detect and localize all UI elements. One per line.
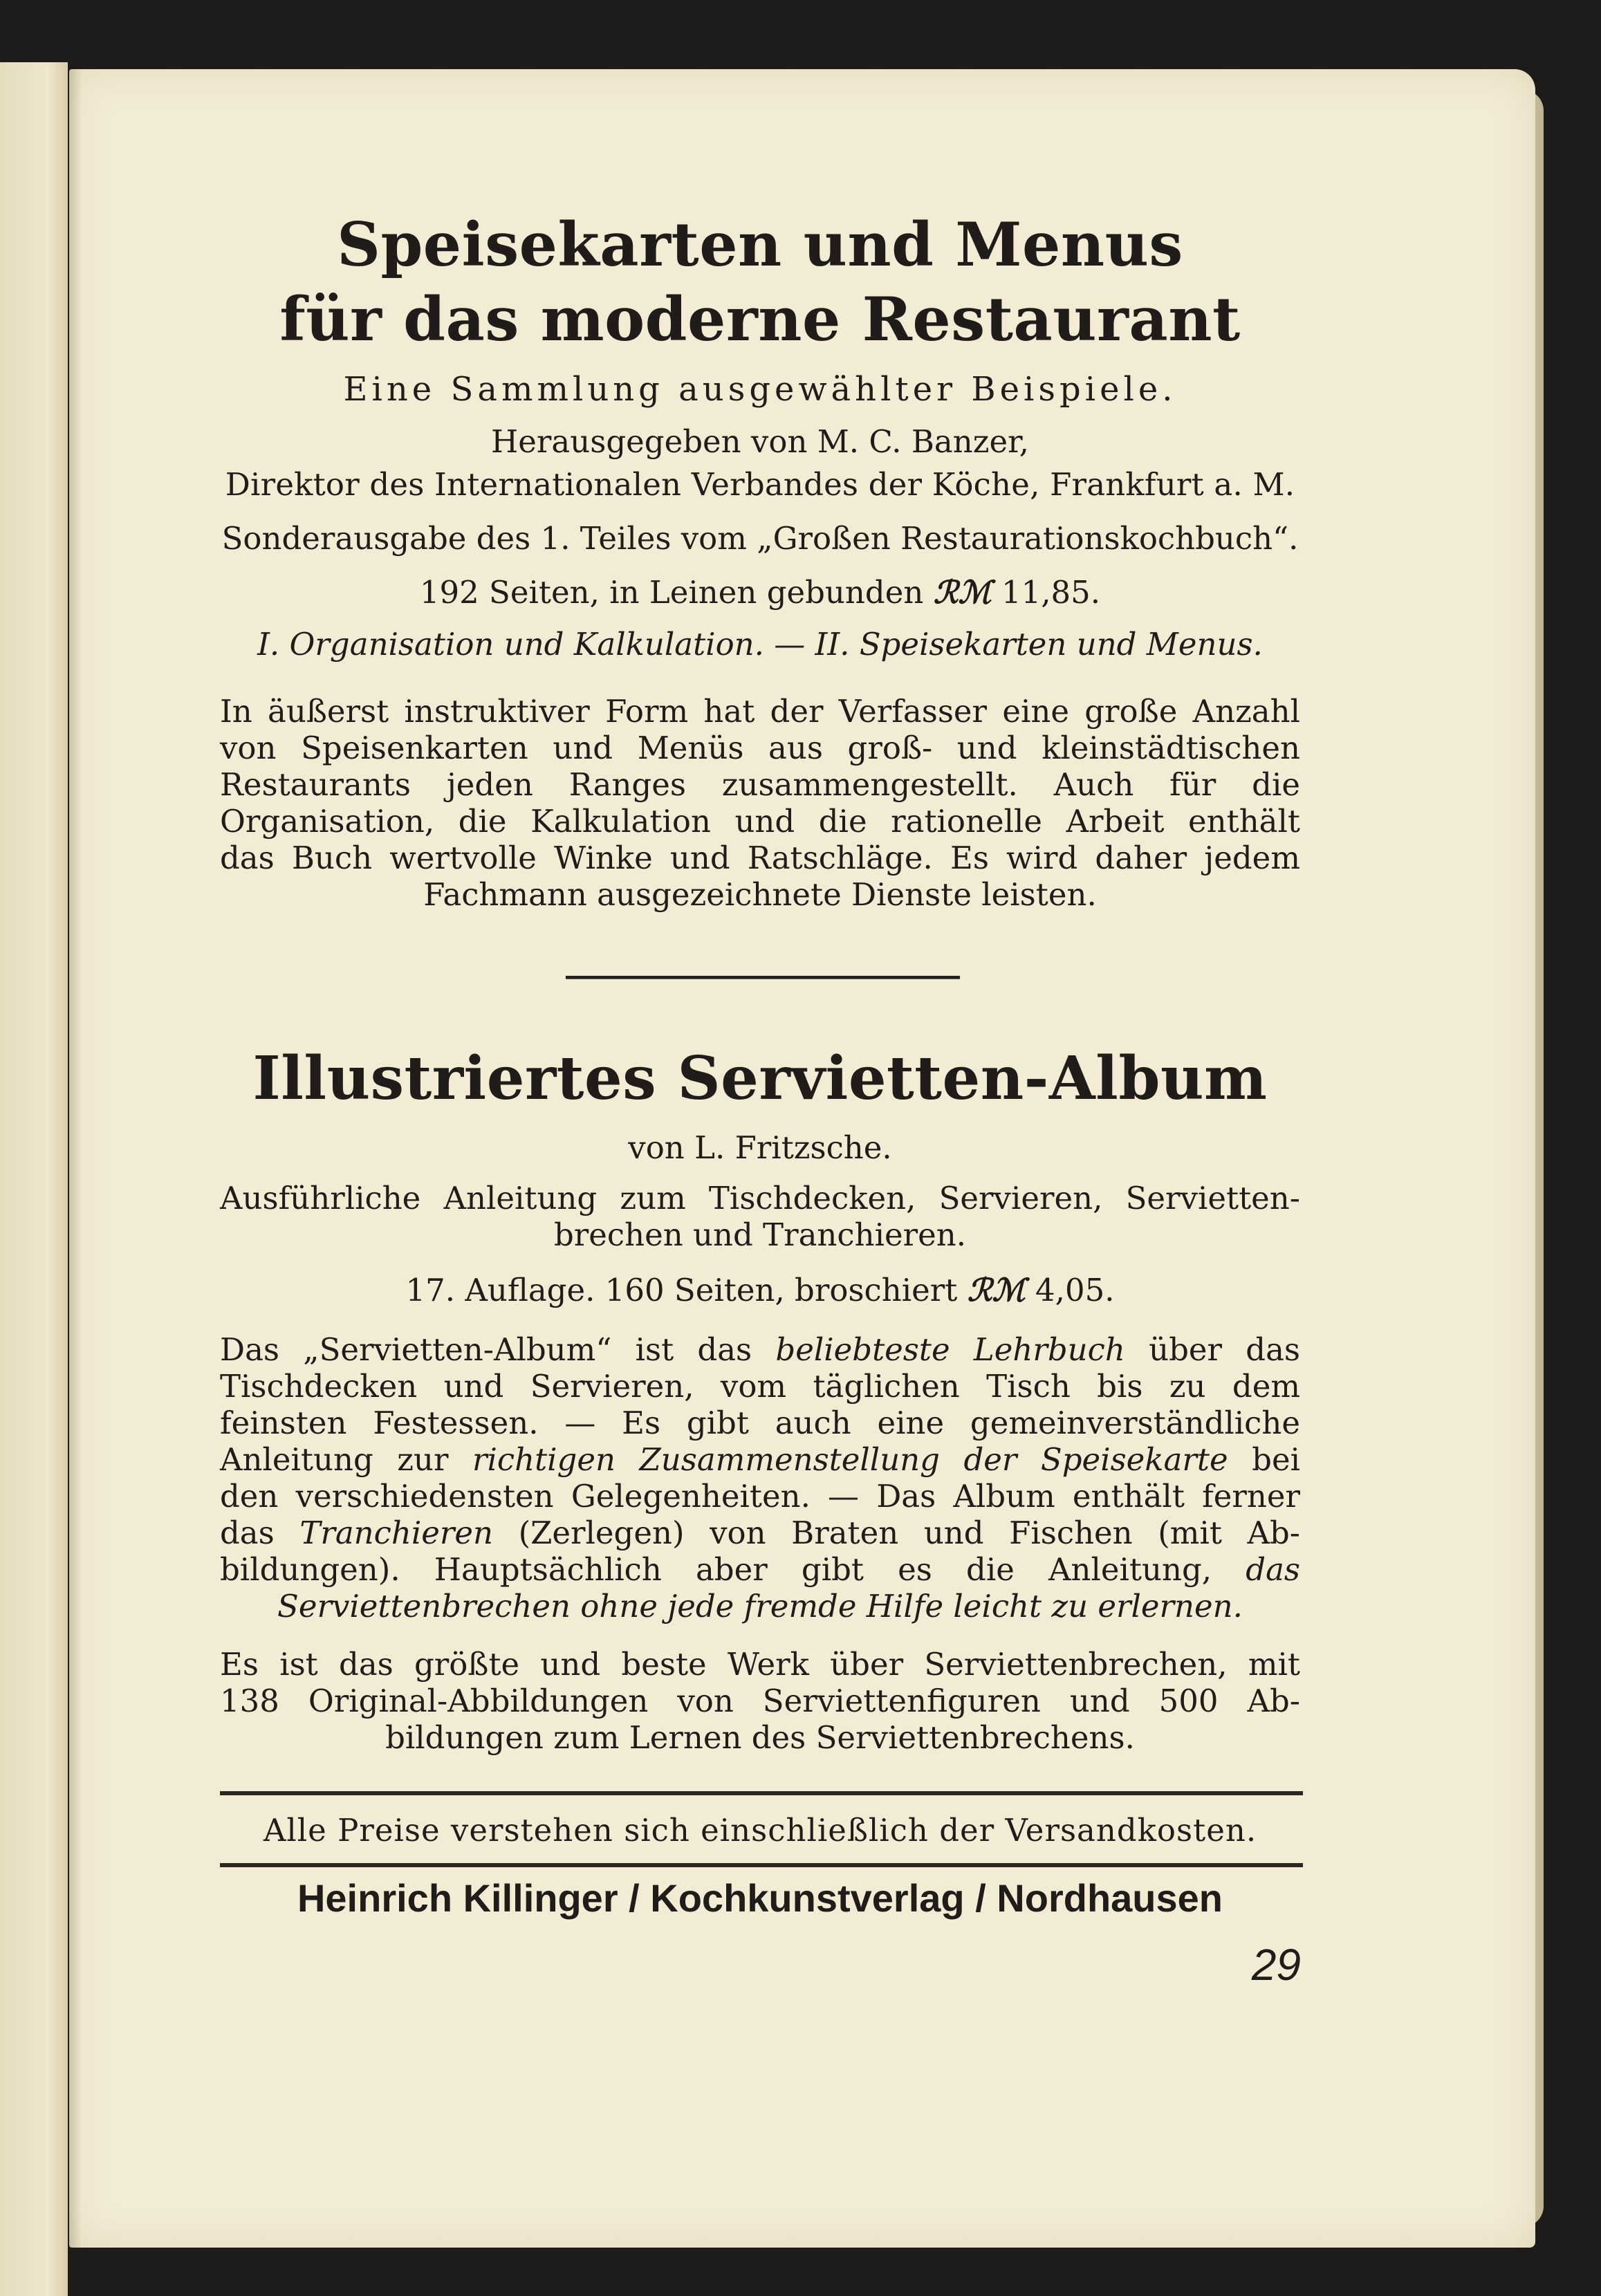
section1-price-line — [220, 574, 1300, 611]
section2-paragraph2 — [220, 1646, 1300, 1756]
publisher-line: Heinrich Killinger / Kochkunstverlag / Nordhausen — [297, 1876, 1223, 1920]
section1-subtitle: Eine Sammlung ausgewählter Beispiele. — [343, 370, 1177, 409]
section1-editor: Herausgegeben von M. C. Banzer, — [491, 423, 1029, 460]
text-run: Anleitung zur — [220, 1441, 449, 1478]
footer-rule-top — [220, 1791, 1303, 1795]
paragraph-line — [220, 1441, 1300, 1478]
paragraph-line: 138 Original-Abbildungen von Serviettenfiguren und 500 Ab- — [220, 1683, 1300, 1719]
section2-price-line — [220, 1272, 1300, 1308]
section1-desc-line: das Buch wertvolle Winke und Ratschläge. Es wird daher jedem — [220, 840, 1300, 876]
section2-author: von L. Fritzsche. — [628, 1129, 892, 1166]
paragraph-line — [220, 1551, 1300, 1588]
section1-edition: Sonderausgabe des 1. Teiles vom „Großen Restaurationskochbuch“. — [221, 520, 1299, 557]
text-run: Das „Servietten-Album“ ist das — [220, 1331, 752, 1368]
emphasis: beliebteste Lehrbuch — [775, 1331, 1125, 1368]
section1-editor-role: Direktor des Internationalen Verbandes der Köche, Frankfurt a. M. — [225, 466, 1295, 503]
section1-title — [220, 207, 1300, 357]
section2-title: Illustriertes Servietten-Album — [252, 1044, 1268, 1113]
facing-page-edge — [0, 62, 68, 2296]
text-run: bildungen). Hauptsächlich aber gibt es die Anleitung, — [220, 1551, 1212, 1588]
footer-note: Alle Preise verstehen sich einschließlich der Versandkosten. — [263, 1812, 1257, 1849]
section1-price: 11,85. — [1001, 574, 1101, 611]
reichsmark-symbol: ℛℳ — [933, 574, 992, 611]
section1-title-line1: Speisekarten und Menus — [337, 209, 1183, 280]
footer-rule-bottom — [220, 1863, 1303, 1867]
section2-price: 4,05. — [1035, 1272, 1115, 1308]
paragraph-line: Tischdecken und Servieren, vom täglichen Tisch bis zu dem — [220, 1368, 1300, 1405]
section-divider — [566, 976, 960, 979]
binding-shadow — [69, 69, 82, 2248]
section1-desc-line: Organisation, die Kalkulation und die rationelle Arbeit enthält — [220, 803, 1300, 840]
section2-paragraph1 — [220, 1331, 1300, 1624]
section1-pages: 192 Seiten, in Leinen gebunden — [419, 574, 924, 611]
paragraph-line — [220, 1515, 1300, 1551]
emphasis: Tranchieren — [299, 1515, 493, 1551]
section1-description — [220, 693, 1300, 913]
reichsmark-symbol: ℛℳ — [967, 1272, 1026, 1308]
paragraph-line: bildungen zum Lernen des Serviettenbrechens. — [385, 1719, 1135, 1756]
paragraph-line — [220, 1331, 1300, 1368]
paragraph-line: Es ist das größte und beste Werk über Serviettenbrechen, mit — [220, 1646, 1300, 1683]
section1-parts: I. Organisation und Kalkulation. — II. Speisekarten und Menus. — [257, 626, 1263, 663]
section1-desc-line: von Speisenkarten und Menüs aus groß- und kleinstädtischen — [220, 730, 1300, 766]
section2-desc-line: Ausführliche Anleitung zum Tischdecken, Servieren, Servietten- — [220, 1180, 1300, 1216]
emphasis: das — [1246, 1551, 1300, 1588]
paragraph-line: feinsten Festessen. — Es gibt auch eine gemeinverständliche — [220, 1405, 1300, 1441]
text-run: das — [220, 1515, 275, 1551]
text-run: (Zerlegen) von Braten und Fischen (mit Ab- — [518, 1515, 1300, 1551]
section1-desc-line: Restaurants jeden Ranges zusammengestellt. Auch für die — [220, 766, 1300, 803]
emphasis: richtigen Zusammenstellung der Speisekarte — [472, 1441, 1228, 1478]
section1-title-line2: für das moderne Restaurant — [279, 284, 1241, 355]
paragraph-line: Serviettenbrechen ohne jede fremde Hilfe leicht zu erlernen. — [277, 1588, 1243, 1624]
page-number: 29 — [1251, 1940, 1301, 1990]
section1-desc-line: Fachmann ausgezeichnete Dienste leisten. — [423, 876, 1097, 913]
text-run: bei — [1252, 1441, 1300, 1478]
section2-description — [220, 1180, 1300, 1253]
section2-desc-line: brechen und Tranchieren. — [553, 1216, 967, 1253]
section1-desc-line: In äußerst instruktiver Form hat der Verfasser eine große Anzahl — [220, 693, 1300, 730]
paragraph-line: den verschiedensten Gelegenheiten. — Das Album enthält ferner — [220, 1478, 1300, 1515]
text-run: über das — [1149, 1331, 1301, 1368]
section2-edition: 17. Auflage. 160 Seiten, broschiert — [405, 1272, 958, 1308]
